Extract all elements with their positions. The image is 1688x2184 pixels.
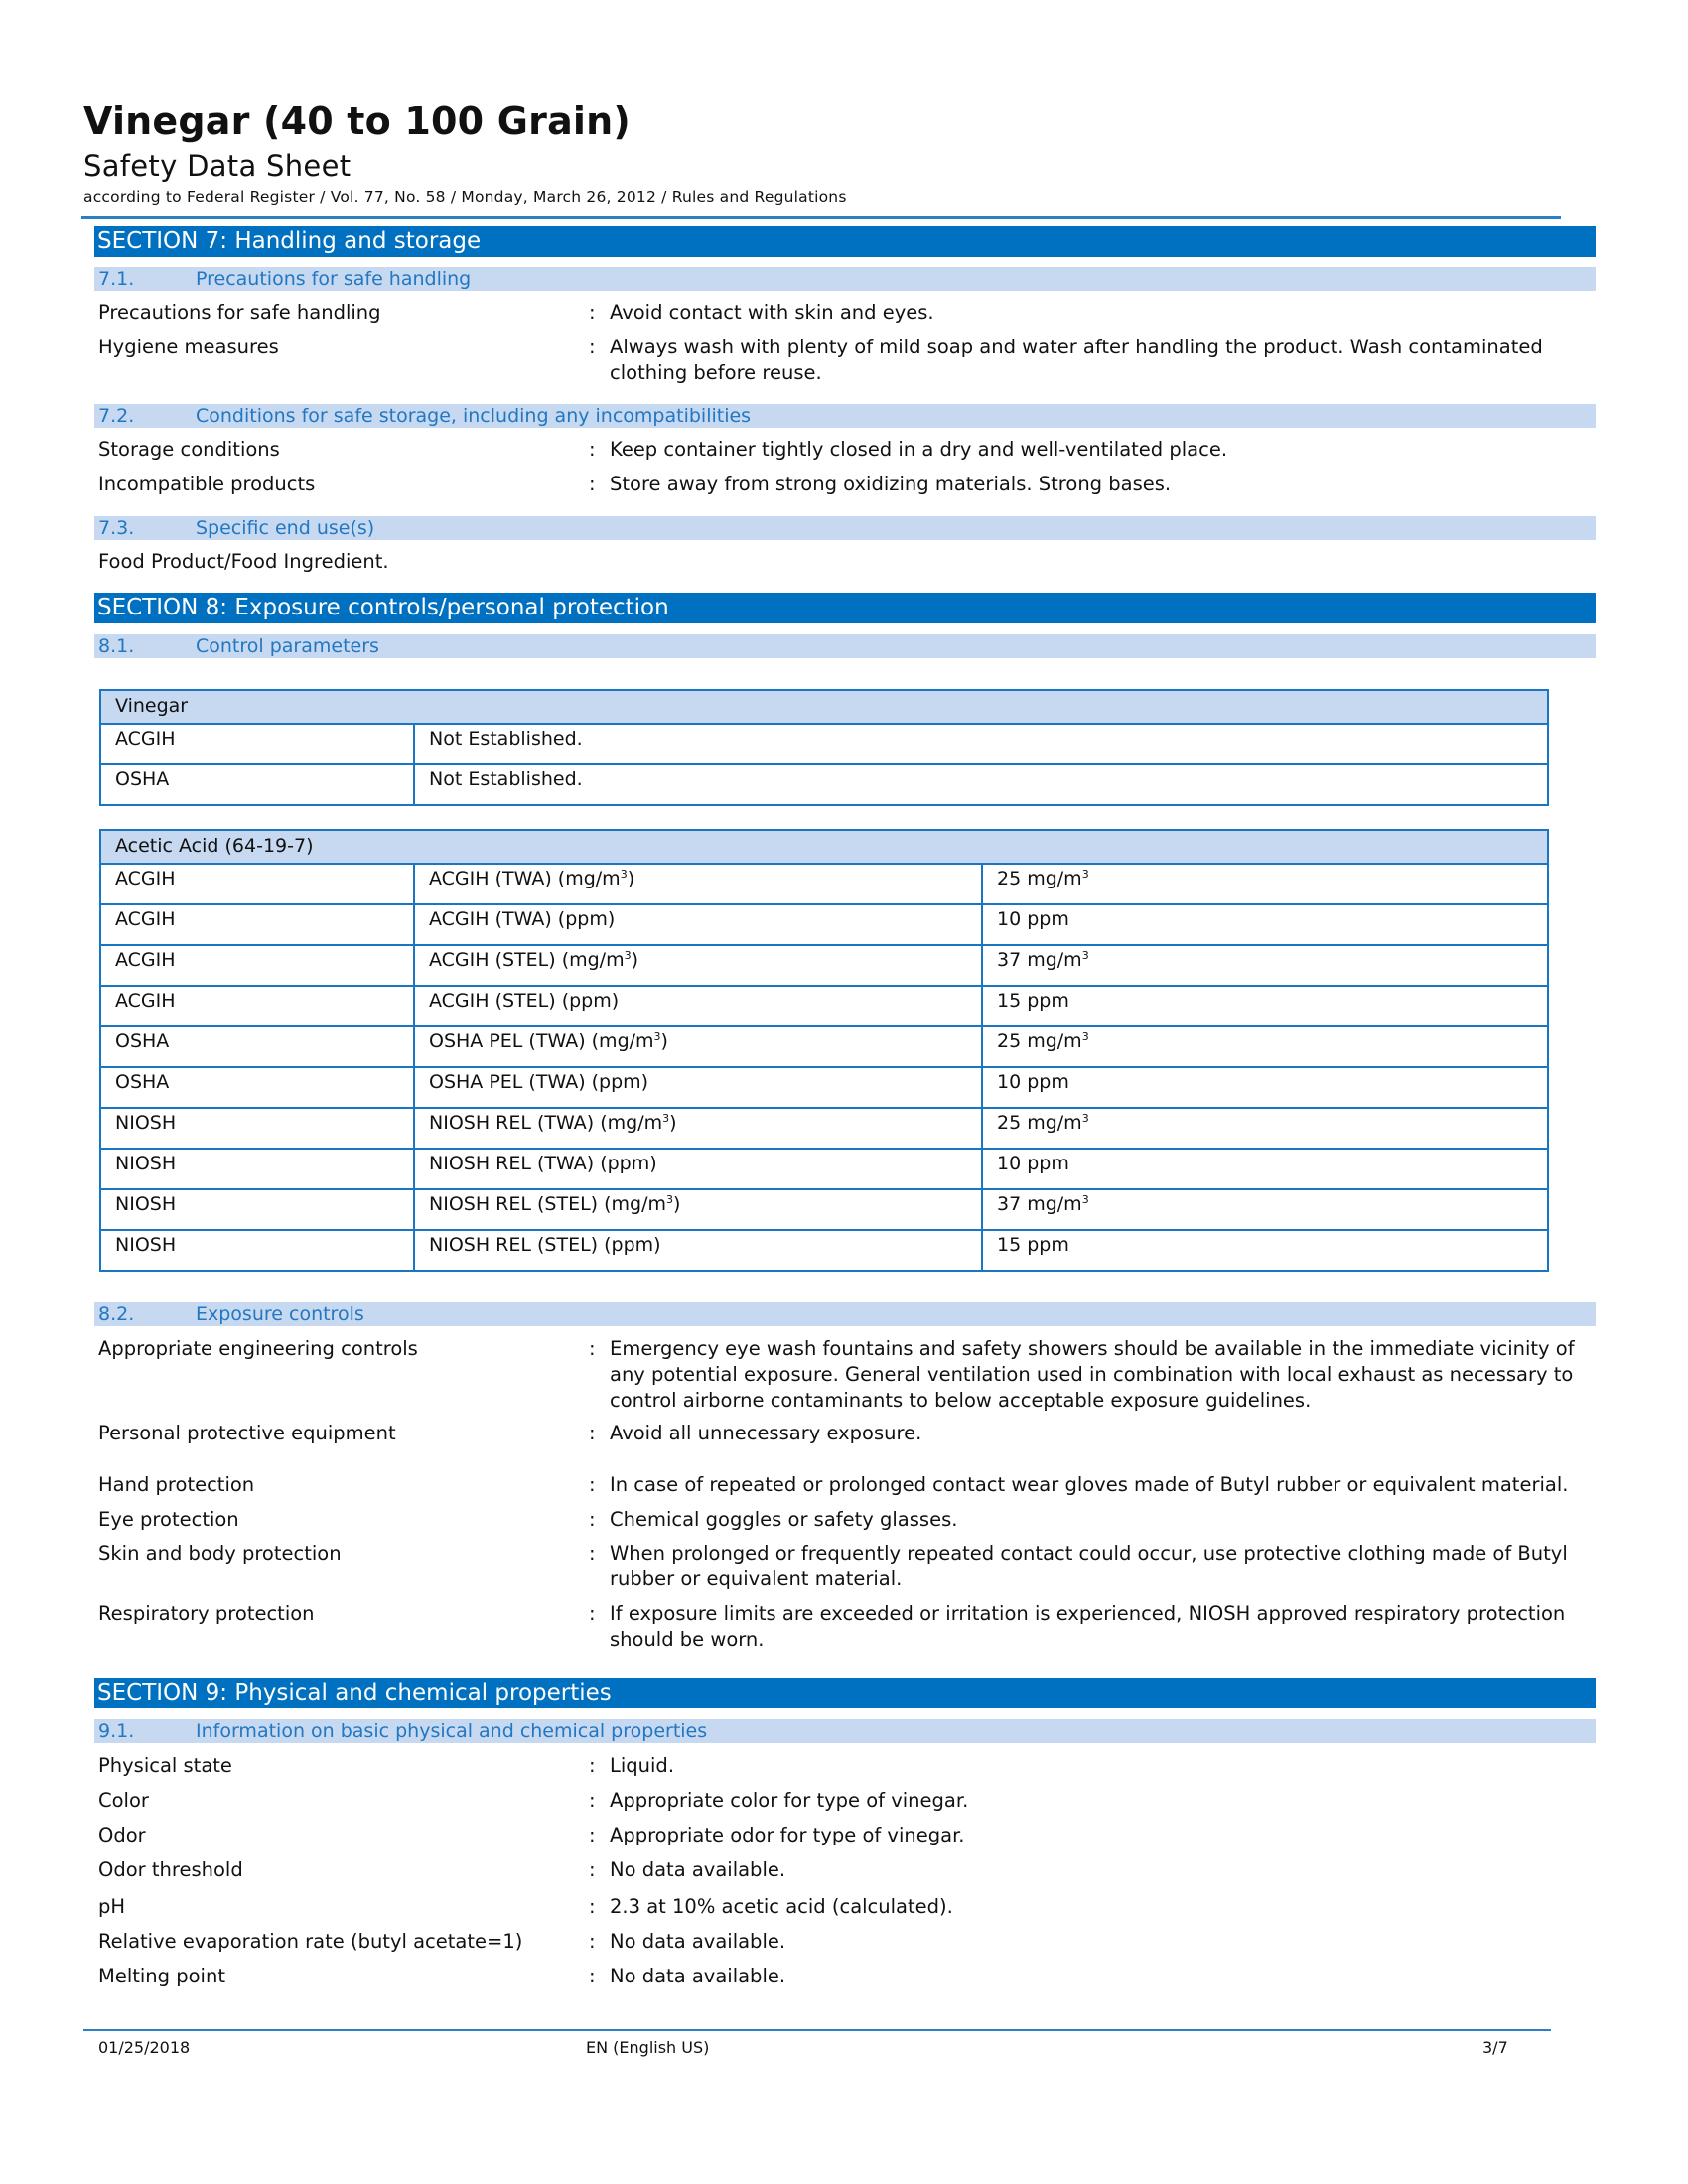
agency-cell: ACGIH xyxy=(100,724,414,764)
agency-cell: NIOSH xyxy=(100,1230,414,1271)
subsection-title: Conditions for safe storage, including any incompatibilities xyxy=(196,405,752,427)
agency-cell: OSHA xyxy=(100,1067,414,1108)
subsection-number: 7.3. xyxy=(98,517,135,539)
limit-value: 15 ppm xyxy=(997,990,1069,1012)
subsection-9-1-header xyxy=(94,1719,1596,1743)
document-title: Vinegar (40 to 100 Grain) xyxy=(83,99,631,143)
subsection-title: Information on basic physical and chemical properties xyxy=(196,1720,708,1742)
limit-value-cell xyxy=(982,864,1548,904)
parameter-cell xyxy=(414,1230,982,1271)
separator: : xyxy=(589,438,596,461)
agency-cell: NIOSH xyxy=(100,1108,414,1149)
value-cell: Not Established. xyxy=(414,764,1548,805)
agency-cell: OSHA xyxy=(100,1026,414,1067)
parameter-text: ACGIH (TWA) (ppm) xyxy=(429,908,616,930)
limit-value-cell xyxy=(982,1026,1548,1067)
regulation-reference: according to Federal Register / Vol. 77, No. 58 / Monday, March 26, 2012 / Rules and Regulations xyxy=(83,188,847,205)
section-7-header: SECTION 7: Handling and storage xyxy=(94,226,1596,257)
table-row xyxy=(100,945,1548,986)
limit-value-cell xyxy=(982,1189,1548,1230)
subsection-number: 8.1. xyxy=(98,635,135,657)
limit-value: 37 mg/m xyxy=(997,949,1082,971)
vinegar-exposure-table xyxy=(99,689,1549,806)
property-label: Eye protection xyxy=(98,1508,239,1531)
table-row xyxy=(100,1108,1548,1149)
separator: : xyxy=(589,1508,596,1531)
parameter-cell xyxy=(414,1108,982,1149)
property-value: Always wash with plenty of mild soap and water after handling the product. Wash contaminated clothing before reuse. xyxy=(610,336,1543,384)
property-value: Appropriate color for type of vinegar. xyxy=(610,1789,969,1812)
agency-cell: NIOSH xyxy=(100,1189,414,1230)
property-label: Hand protection xyxy=(98,1473,255,1496)
subsection-number: 9.1. xyxy=(98,1720,135,1742)
limit-value-cell xyxy=(982,1149,1548,1189)
separator: : xyxy=(589,1602,596,1625)
separator: : xyxy=(589,1930,596,1953)
subsection-title: Control parameters xyxy=(196,635,379,657)
section-9-header: SECTION 9: Physical and chemical properties xyxy=(94,1678,1596,1708)
property-value: No data available. xyxy=(610,1858,786,1881)
property-label: Storage conditions xyxy=(98,438,280,461)
subsection-7-1-header xyxy=(94,267,1596,291)
agency-cell: NIOSH xyxy=(100,1149,414,1189)
footer-language: EN (English US) xyxy=(586,2038,710,2057)
property-label: Skin and body protection xyxy=(98,1542,342,1565)
parameter-text-end: ) xyxy=(660,1030,668,1052)
property-label: Odor xyxy=(98,1824,146,1846)
value-cell: Not Established. xyxy=(414,724,1548,764)
parameter-cell xyxy=(414,986,982,1026)
limit-value-cell xyxy=(982,1067,1548,1108)
property-label: Melting point xyxy=(98,1965,225,1987)
separator: : xyxy=(589,1754,596,1777)
table-row xyxy=(100,764,1548,805)
separator: : xyxy=(589,336,596,358)
table-header: Vinegar xyxy=(100,690,1548,724)
limit-value: 37 mg/m xyxy=(997,1193,1082,1215)
property-value: No data available. xyxy=(610,1930,786,1953)
subsection-8-1-header xyxy=(94,634,1596,658)
superscript: 3 xyxy=(1081,949,1089,962)
property-label: Personal protective equipment xyxy=(98,1422,396,1444)
superscript: 3 xyxy=(1081,1030,1089,1043)
limit-value: 25 mg/m xyxy=(997,868,1082,889)
subsection-title: Specific end use(s) xyxy=(196,517,375,539)
footer-rule xyxy=(83,2029,1551,2031)
property-label: Respiratory protection xyxy=(98,1602,315,1625)
limit-value: 10 ppm xyxy=(997,1153,1069,1174)
limit-value-cell xyxy=(982,986,1548,1026)
parameter-text: ACGIH (TWA) (mg/m xyxy=(429,868,621,889)
superscript: 3 xyxy=(620,868,628,881)
property-value: When prolonged or frequently repeated contact could occur, use protective clothing made of Butyl rubber or equivalent material. xyxy=(610,1542,1568,1590)
superscript: 3 xyxy=(1081,868,1089,881)
property-label: Appropriate engineering controls xyxy=(98,1337,418,1360)
parameter-cell xyxy=(414,1067,982,1108)
parameter-text: NIOSH REL (STEL) (ppm) xyxy=(429,1234,661,1256)
agency-cell: OSHA xyxy=(100,764,414,805)
footer-page-number: 3/7 xyxy=(1482,2038,1508,2057)
superscript: 3 xyxy=(624,949,632,962)
separator: : xyxy=(589,1895,596,1918)
subsection-title: Exposure controls xyxy=(196,1303,364,1325)
parameter-text: OSHA PEL (TWA) (ppm) xyxy=(429,1071,649,1093)
parameter-cell xyxy=(414,945,982,986)
footer-date: 01/25/2018 xyxy=(98,2038,191,2057)
subsection-title: Precautions for safe handling xyxy=(196,268,472,290)
parameter-text-end: ) xyxy=(673,1193,681,1215)
property-value: If exposure limits are exceeded or irritation is experienced, NIOSH approved respiratory protection should be worn. xyxy=(610,1602,1566,1651)
limit-value-cell xyxy=(982,945,1548,986)
limit-value: 10 ppm xyxy=(997,1071,1069,1093)
limit-value-cell xyxy=(982,1108,1548,1149)
end-use-text: Food Product/Food Ingredient. xyxy=(98,550,389,573)
table-row xyxy=(100,1189,1548,1230)
parameter-cell xyxy=(414,1189,982,1230)
parameter-text: OSHA PEL (TWA) (mg/m xyxy=(429,1030,654,1052)
parameter-cell xyxy=(414,1026,982,1067)
table-row xyxy=(100,986,1548,1026)
parameter-text: NIOSH REL (STEL) (mg/m xyxy=(429,1193,667,1215)
parameter-text-end: ) xyxy=(627,868,635,889)
property-value: Chemical goggles or safety glasses. xyxy=(610,1508,958,1531)
superscript: 3 xyxy=(666,1193,674,1206)
agency-cell: ACGIH xyxy=(100,945,414,986)
property-value: Avoid contact with skin and eyes. xyxy=(610,301,934,324)
separator: : xyxy=(589,1858,596,1881)
superscript: 3 xyxy=(653,1030,661,1043)
property-label: Physical state xyxy=(98,1754,232,1777)
subsection-number: 7.2. xyxy=(98,405,135,427)
limit-value-cell xyxy=(982,1230,1548,1271)
document-subtitle: Safety Data Sheet xyxy=(83,149,352,183)
separator: : xyxy=(589,1473,596,1496)
property-value: In case of repeated or prolonged contact wear gloves made of Butyl rubber or equivalent material. xyxy=(610,1473,1569,1496)
parameter-text: NIOSH REL (TWA) (mg/m xyxy=(429,1112,663,1134)
property-value: Store away from strong oxidizing materials. Strong bases. xyxy=(610,473,1172,495)
parameter-cell xyxy=(414,904,982,945)
limit-value: 10 ppm xyxy=(997,908,1069,930)
property-label: pH xyxy=(98,1895,126,1918)
limit-value: 15 ppm xyxy=(997,1234,1069,1256)
table-row xyxy=(100,1026,1548,1067)
parameter-text-end: ) xyxy=(669,1112,677,1134)
separator: : xyxy=(589,1824,596,1846)
separator: : xyxy=(589,473,596,495)
property-value: Liquid. xyxy=(610,1754,675,1777)
superscript: 3 xyxy=(1081,1112,1089,1125)
section-8-header: SECTION 8: Exposure controls/personal protection xyxy=(94,593,1596,623)
acetic-acid-exposure-table xyxy=(99,829,1549,1272)
superscript: 3 xyxy=(662,1112,670,1125)
agency-cell: ACGIH xyxy=(100,864,414,904)
subsection-7-2-header xyxy=(94,404,1596,428)
table-row xyxy=(100,904,1548,945)
parameter-cell xyxy=(414,1149,982,1189)
separator: : xyxy=(589,1422,596,1444)
subsection-8-2-header xyxy=(94,1302,1596,1326)
property-value: 2.3 at 10% acetic acid (calculated). xyxy=(610,1895,953,1918)
property-label: Color xyxy=(98,1789,149,1812)
table-row xyxy=(100,1230,1548,1271)
separator: : xyxy=(589,1542,596,1565)
subsection-number: 8.2. xyxy=(98,1303,135,1325)
property-value: No data available. xyxy=(610,1965,786,1987)
separator: : xyxy=(589,1337,596,1360)
subsection-number: 7.1. xyxy=(98,268,135,290)
separator: : xyxy=(589,1789,596,1812)
parameter-text: ACGIH (STEL) (ppm) xyxy=(429,990,620,1012)
property-label: Precautions for safe handling xyxy=(98,301,381,324)
header-rule xyxy=(81,216,1561,219)
property-value: Appropriate odor for type of vinegar. xyxy=(610,1824,965,1846)
table-row xyxy=(100,1067,1548,1108)
property-label: Incompatible products xyxy=(98,473,316,495)
limit-value: 25 mg/m xyxy=(997,1030,1082,1052)
subsection-7-3-header xyxy=(94,516,1596,540)
limit-value-cell xyxy=(982,904,1548,945)
agency-cell: ACGIH xyxy=(100,904,414,945)
parameter-text: ACGIH (STEL) (mg/m xyxy=(429,949,625,971)
agency-cell: ACGIH xyxy=(100,986,414,1026)
property-label: Hygiene measures xyxy=(98,336,279,358)
property-value: Keep container tightly closed in a dry and well-ventilated place. xyxy=(610,438,1228,461)
table-row xyxy=(100,724,1548,764)
table-row xyxy=(100,864,1548,904)
table-row xyxy=(100,1149,1548,1189)
property-value: Avoid all unnecessary exposure. xyxy=(610,1422,922,1444)
property-value: Emergency eye wash fountains and safety showers should be available in the immediate vicinity of any potential exposure. General ventilation used in combination with local exhaust as necessary to control airborne contaminants to below acceptable exposure guidelines. xyxy=(610,1337,1575,1412)
parameter-text-end: ) xyxy=(631,949,639,971)
parameter-text: NIOSH REL (TWA) (ppm) xyxy=(429,1153,657,1174)
separator: : xyxy=(589,1965,596,1987)
property-label: Odor threshold xyxy=(98,1858,243,1881)
superscript: 3 xyxy=(1081,1193,1089,1206)
table-header: Acetic Acid (64-19-7) xyxy=(100,830,1548,864)
separator: : xyxy=(589,301,596,324)
property-label: Relative evaporation rate (butyl acetate=1) xyxy=(98,1930,523,1953)
limit-value: 25 mg/m xyxy=(997,1112,1082,1134)
parameter-cell xyxy=(414,864,982,904)
